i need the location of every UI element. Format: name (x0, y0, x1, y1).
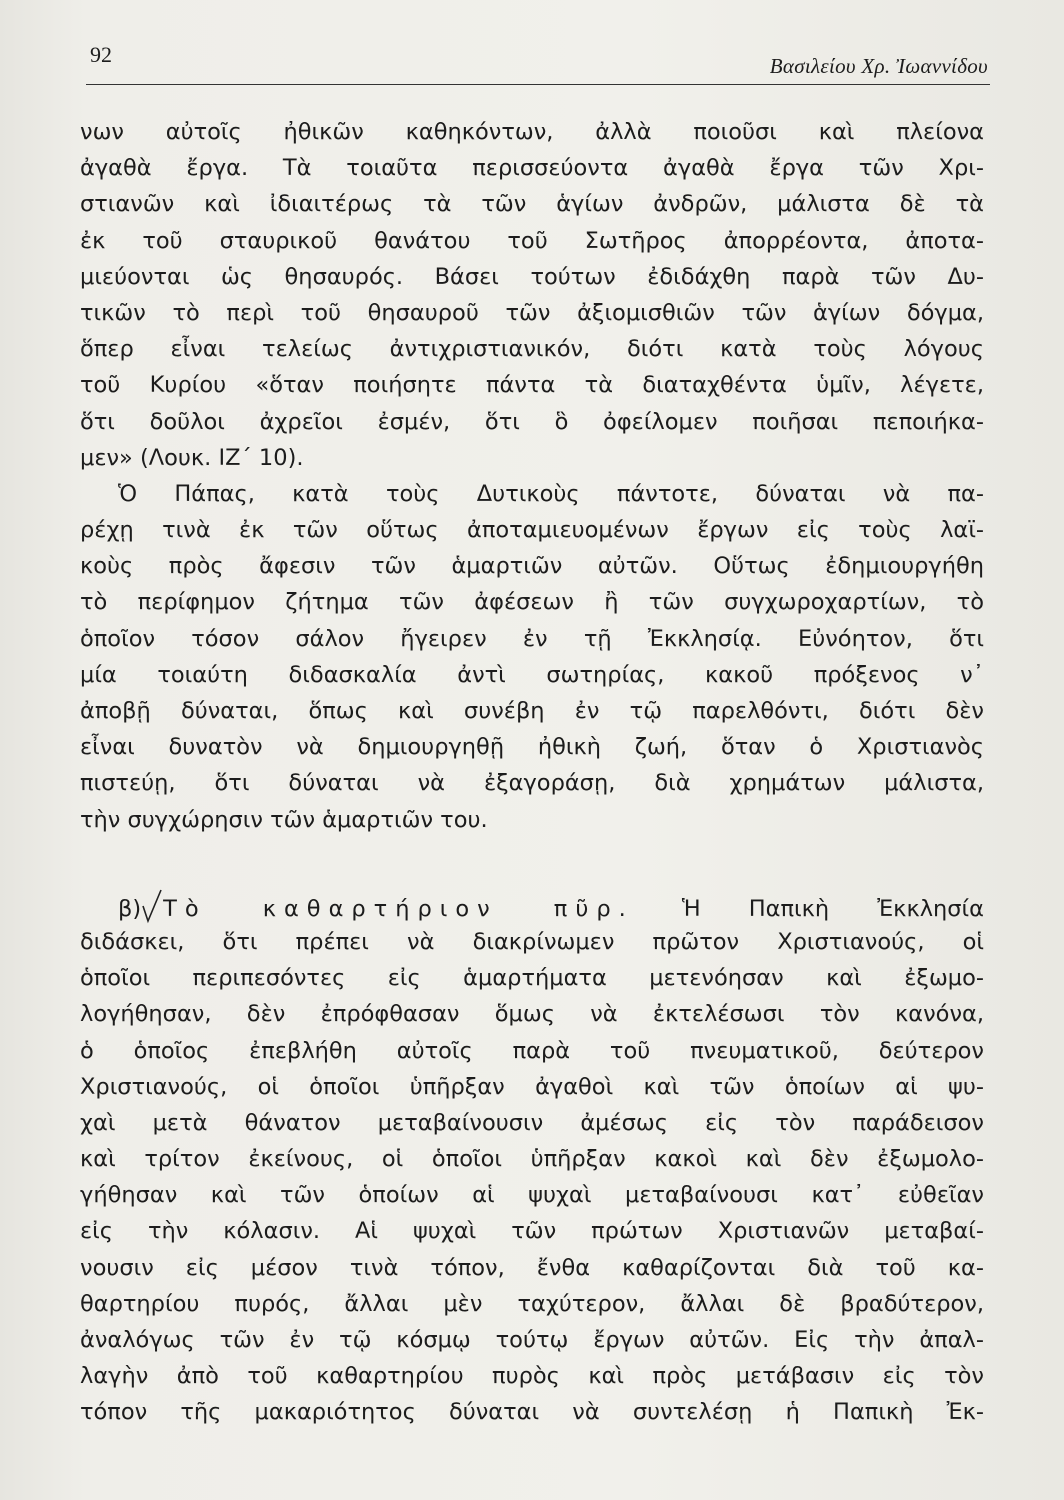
paragraph-2 (80, 476, 984, 838)
text-line: πιστεύῃ, ὅτι δύναται νὰ ἐξαγοράσῃ, διὰ χρημάτων μάλιστα, (80, 770, 984, 797)
text-line: νων αὐτοῖς ἠθικῶν καθηκόντων, ἀλλὰ ποιοῦσι καὶ πλείονα (80, 119, 984, 145)
paragraph-1 (80, 114, 984, 476)
section-b (80, 888, 984, 1431)
text-line: τικῶν τὸ περὶ τοῦ θησαυροῦ τῶν ἀξιομισθιῶν τῶν ἁγίων δόγμα, (80, 299, 984, 326)
section-b-heading-line (80, 888, 984, 924)
text-line: ὁποῖοι περιπεσόντες εἰς ἁμαρτήματα μετενόησαν καὶ ἐξωμο- (80, 965, 984, 992)
running-head: Βασιλείου Χρ. Ἰωαννίδου (769, 54, 988, 78)
section-first-line-text: Ἡ Παπικὴ Ἐκκλησία (681, 895, 984, 922)
text-line: ὅπερ εἶναι τελείως ἀντιχριστιανικόν, διότι κατὰ τοὺς λόγους (80, 336, 984, 363)
text-line: τὴν συγχώρησιν τῶν ἁμαρτιῶν του. (80, 806, 488, 833)
text-line: ἀγαθὰ ἔργα. Τὰ τοιαῦτα περισσεύοντα ἀγαθὰ ἔργα τῶν Χρι- (80, 155, 984, 182)
text-line: κοὺς πρὸς ἄφεσιν τῶν ἁμαρτιῶν αὐτῶν. Οὕτως ἐδημιουργήθη (80, 553, 984, 580)
text-line: Χριστιανούς, οἱ ὁποῖοι ὑπῆρξαν ἀγαθοὶ καὶ τῶν ὁποίων αἱ ψυ- (80, 1073, 984, 1100)
text-line: μία τοιαύτη διδασκαλία ἀντὶ σωτηρίας, κακοῦ πρόξενος ν᾿ (80, 661, 984, 688)
text-line: ἐκ τοῦ σταυρικοῦ θανάτου τοῦ Σωτῆρος ἀπορρέοντα, ἀποτα- (80, 227, 984, 254)
text-line: τὸ περίφημον ζήτημα τῶν ἀφέσεων ἢ τῶν συγχωροχαρτίων, τὸ (80, 589, 984, 616)
section-gap (80, 838, 984, 888)
text-line: ὁ ὁποῖος ἐπεβλήθη αὐτοῖς παρὰ τοῦ πνευματικοῦ, δεύτερον (80, 1037, 984, 1064)
section-title: Τὸ καθαρτήριον πῦρ. (163, 895, 634, 922)
text-line: λογήθησαν, δὲν ἐπρόφθασαν ὅμως νὰ ἐκτελέσωσι τὸν κανόνα, (80, 1001, 984, 1028)
text-line: ρέχῃ τινὰ ἐκ τῶν οὕτως ἀποταμιευομένων ἔργων εἰς τοὺς λαϊ- (80, 517, 984, 544)
text-line: θαρτηρίου πυρός, ἄλλαι μὲν ταχύτερον, ἄλλαι δὲ βραδύτερον, (80, 1290, 984, 1317)
text-line: μεν» (Λουκ. ΙΖ΄ 10). (80, 444, 304, 471)
text-line: τοῦ Κυρίου «ὅταν ποιήσητε πάντα τὰ διαταχθέντα ὑμῖν, λέγετε, (80, 372, 984, 399)
text-line: εἶναι δυνατὸν νὰ δημιουργηθῇ ἠθικὴ ζωή, ὅταν ὁ Χριστιανὸς (80, 734, 984, 761)
text-line: λαγὴν ἀπὸ τοῦ καθαρτηρίου πυρὸς καὶ πρὸς μετάβασιν εἰς τὸν (80, 1363, 984, 1390)
text-line: ὅτι δοῦλοι ἀχρεῖοι ἐσμέν, ὅτι ὃ ὀφείλομεν ποιῆσαι πεποιήκα- (80, 408, 984, 435)
text-line: νουσιν εἰς μέσον τινὰ τόπον, ἔνθα καθαρίζονται διὰ τοῦ κα- (80, 1254, 984, 1281)
text-line: καὶ τρίτον ἐκείνους, οἱ ὁποῖοι ὑπῆρξαν κακοὶ καὶ δὲν ἐξωμολο- (80, 1146, 984, 1173)
handwritten-check-mark-icon (141, 888, 163, 924)
text-line: στιανῶν καὶ ἰδιαιτέρως τὰ τῶν ἁγίων ἀνδρῶν, μάλιστα δὲ τὰ (80, 191, 984, 218)
text-line: ὁποῖον τόσον σάλον ἤγειρεν ἐν τῇ Ἐκκλησίᾳ. Εὐνόητον, ὅτι (80, 625, 984, 652)
text-line: Ὁ Πάπας, κατὰ τοὺς Δυτικοὺς πάντοτε, δύναται νὰ πα- (118, 480, 984, 507)
page-number: 92 (90, 42, 112, 67)
text-line: τόπον τῆς μακαριότητος δύναται νὰ συντελέσῃ ἡ Παπικὴ Ἐκ- (80, 1399, 984, 1426)
page-header (86, 40, 990, 85)
text-line: γήθησαν καὶ τῶν ὁποίων αἱ ψυχαὶ μεταβαίνουσι κατ᾿ εὐθεῖαν (80, 1182, 984, 1209)
text-line: εἰς τὴν κόλασιν. Αἱ ψυχαὶ τῶν πρώτων Χριστιανῶν μεταβαί- (80, 1218, 984, 1245)
text-line: χαὶ μετὰ θάνατον μεταβαίνουσιν ἀμέσως εἰς τὸν παράδεισον (80, 1109, 984, 1136)
text-line: ἀναλόγως τῶν ἐν τῷ κόσμῳ τούτῳ ἔργων αὐτῶν. Εἰς τὴν ἀπαλ- (80, 1327, 984, 1353)
body-text (80, 114, 984, 1431)
text-line: διδάσκει, ὅτι πρέπει νὰ διακρίνωμεν πρῶτον Χριστιανούς, οἱ (80, 928, 984, 955)
text-line: μιεύονται ὡς θησαυρός. Βάσει τούτων ἐδιδάχθη παρὰ τῶν Δυ- (80, 263, 984, 290)
text-line: ἀποβῇ δύναται, ὅπως καὶ συνέβη ἐν τῷ παρελθόντι, διότι δὲν (80, 698, 984, 724)
section-label: β) (118, 895, 142, 922)
